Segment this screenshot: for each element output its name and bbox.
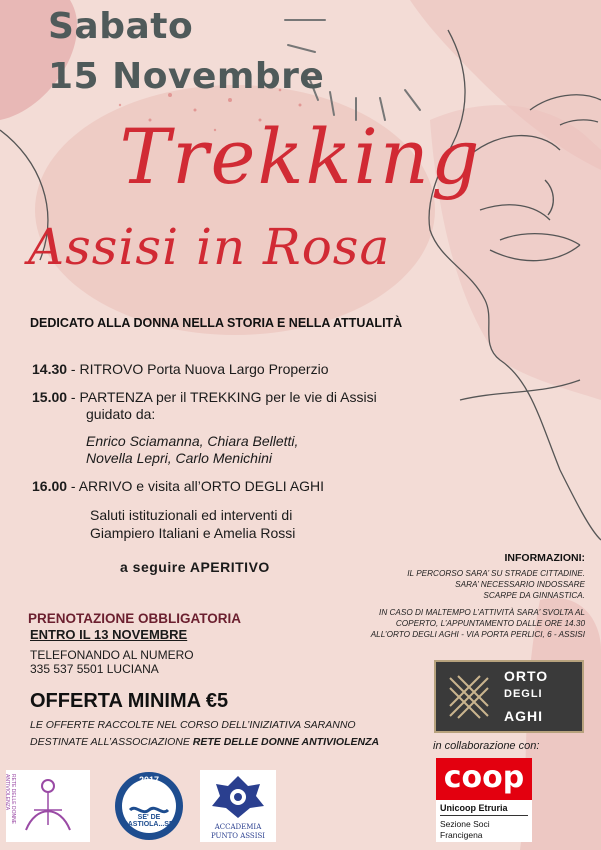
- program-sub: guidato da:: [86, 406, 156, 422]
- accademia-logo: [200, 770, 276, 842]
- info-title: INFORMAZIONI:: [504, 552, 585, 564]
- offer-note-line1: LE OFFERTE RACCOLTE NEL CORSO DELL’INIZIATIVA SARANNO: [30, 719, 356, 731]
- info-line: ALL’ORTO DEGLI AGHI - VIA PORTA PERLICI, 6 - ASSISI: [370, 630, 585, 639]
- coop-wordmark: coop: [443, 760, 525, 795]
- program-item-2: [32, 389, 377, 405]
- orto-text-3: AGHI: [504, 708, 543, 724]
- booking-deadline: ENTRO IL 13 NOVEMBRE: [30, 627, 188, 642]
- rete-figure-icon: [6, 770, 90, 842]
- orto-text-2: DEGLI: [504, 688, 543, 700]
- booking-title: PRENOTAZIONE OBBLIGATORIA: [28, 611, 242, 626]
- program-time: 15.00: [32, 389, 68, 405]
- info-line: SARA’ NECESSARIO INDOSSARE: [455, 580, 585, 589]
- orto-text-1: ORTO: [504, 668, 549, 684]
- coop-line1: Unicoop Etruria: [440, 803, 508, 813]
- phone-number[interactable]: 335 537 5501 LUCIANA: [30, 662, 159, 676]
- guides-line1: Enrico Sciamanna, Chiara Belletti,: [86, 433, 299, 449]
- title-line2: Assisi in Rosa: [28, 218, 391, 276]
- offer-note-line2: [30, 736, 379, 748]
- coop-logo: [436, 758, 532, 842]
- rete-donne-logo: [6, 770, 90, 842]
- title-line1: Trekking: [119, 112, 482, 201]
- event-day: Sabato: [48, 6, 194, 47]
- orto-degli-aghi-logo: [434, 660, 584, 733]
- program-text: - RITROVO Porta Nuova Largo Properzio: [67, 361, 329, 377]
- offer-title: OFFERTA MINIMA €5: [30, 690, 229, 712]
- info-line: IN CASO DI MALTEMPO L’ATTIVITÀ SARA’ SVOLTA AL: [379, 608, 585, 617]
- program-time: 16.00: [32, 478, 68, 494]
- collaboration-label: in collaborazione con:: [433, 740, 540, 752]
- info-line: COPERTO, L’APPUNTAMENTO DALLE ORE 14.30: [395, 619, 585, 628]
- guides-line2: Novella Lepri, Carlo Menichini: [86, 450, 272, 466]
- greetings-line1: Saluti istituzionali ed interventi di: [90, 507, 293, 523]
- info-line: SCARPE DA GINNASTICA.: [483, 591, 585, 600]
- program-text: - ARRIVO e visita all’ORTO DEGLI AGHI: [67, 478, 325, 494]
- rete-text: RETE DELLE DONNE ANTIVIOLENZA: [4, 774, 16, 825]
- coop-divider: [440, 815, 528, 816]
- phone-label: TELEFONANDO AL NUMERO: [30, 648, 194, 662]
- program-item-1: [32, 361, 328, 377]
- accademia-line2: PUNTO ASSISI: [210, 832, 266, 840]
- bastiola-year: 2017: [138, 775, 160, 785]
- coop-line2: Sezione Soci: [440, 819, 490, 829]
- accademia-line1: ACCADEMIA: [214, 823, 262, 831]
- dedication: DEDICATO ALLA DONNA NELLA STORIA E NELLA ATTUALITÀ: [30, 316, 403, 330]
- program-item-3: [32, 478, 324, 494]
- bastiola-logo: [112, 770, 186, 842]
- crossed-needles-icon: [444, 672, 494, 722]
- aperitivo: a seguire APERITIVO: [120, 559, 270, 575]
- program-text: - PARTENZA per il TREKKING per le vie di Assisi: [67, 389, 377, 405]
- greetings-line2: Giampiero Italiani e Amelia Rossi: [90, 525, 296, 541]
- offer-note-text: DESTINATE ALL’ASSOCIAZIONE: [30, 736, 193, 748]
- event-date: 15 Novembre: [48, 56, 325, 97]
- offer-note-association: RETE DELLE DONNE ANTIVIOLENZA: [192, 736, 380, 748]
- info-line: IL PERCORSO SARA’ SU STRADE CITTADINE.: [407, 569, 585, 578]
- coop-line3: Francigena: [440, 830, 483, 840]
- bastiola-name: SE' DE BASTIOLA...SE': [122, 814, 176, 828]
- program-time: 14.30: [32, 361, 68, 377]
- accademia-emblem-icon: [200, 770, 276, 822]
